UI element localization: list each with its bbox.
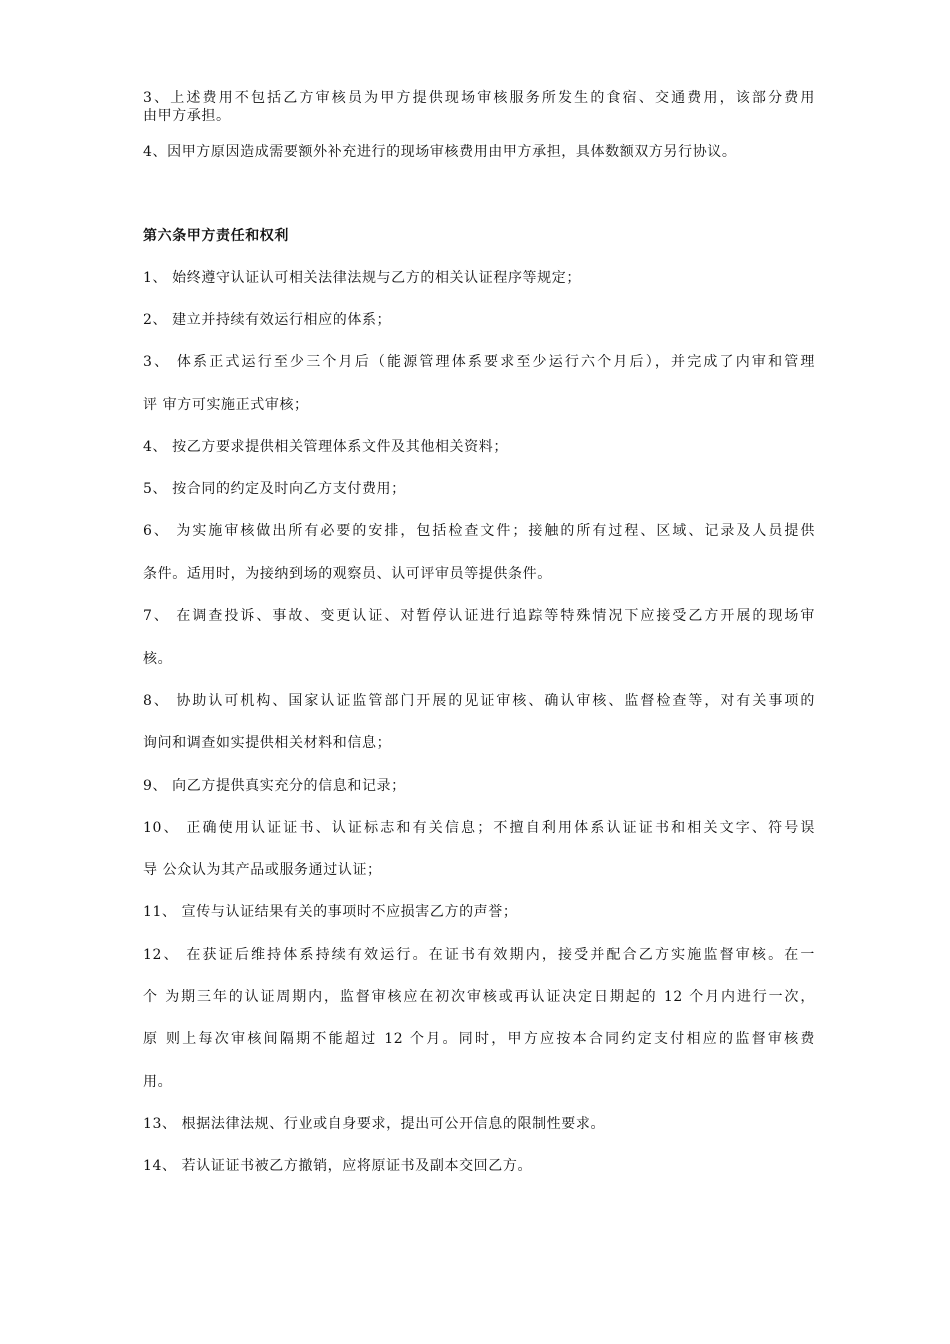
- item-1: 1、 始终遵守认证认可相关法律法规与乙方的相关认证程序等规定；: [143, 270, 581, 286]
- item-2: 2、 建立并持续有效运行相应的体系；: [143, 312, 392, 328]
- item-7-line-2: 核。: [143, 651, 173, 667]
- item-8-line-2: 询问和调查如实提供相关材料和信息；: [143, 735, 392, 751]
- item-5: 5、 按合同的约定及时向乙方支付费用；: [143, 481, 406, 497]
- intro-paragraph-4: 4、因甲方原因造成需要额外补充进行的现场审核费用由甲方承担，具体数额双方另行协议。: [143, 144, 737, 160]
- intro-paragraph-3-line-2: 由甲方承担。: [143, 108, 231, 124]
- item-12-line-2: 个 为期三年的认证周期内，监督审核应在初次审核或再认证决定日期起的 12 个月内进行一次，: [143, 989, 815, 1005]
- item-12-line-1: 12、 在获证后维持体系持续有效运行。在证书有效期内，接受并配合乙方实施监督审核。在一: [143, 947, 815, 963]
- item-6-line-2: 条件。适用时，为接纳到场的观察员、认可评审员等提供条件。: [143, 566, 552, 582]
- item-12-line-3: 原 则上每次审核间隔期不能超过 12 个月。同时，甲方应按本合同约定支付相应的监督审核费: [143, 1031, 815, 1047]
- item-3-line-1: 3、 体系正式运行至少三个月后（能源管理体系要求至少运行六个月后），并完成了内审和管理: [143, 354, 815, 370]
- item-10-line-2: 导 公众认为其产品或服务通过认证；: [143, 862, 382, 878]
- section-heading: 第六条甲方责任和权利: [143, 228, 289, 244]
- item-12-line-4: 用。: [143, 1074, 173, 1090]
- item-6-line-1: 6、 为实施审核做出所有必要的安排，包括检查文件；接触的所有过程、区域、记录及人员提供: [143, 523, 815, 539]
- item-4: 4、 按乙方要求提供相关管理体系文件及其他相关资料；: [143, 439, 508, 455]
- item-14: 14、 若认证证书被乙方撤销，应将原证书及副本交回乙方。: [143, 1158, 533, 1174]
- item-9: 9、 向乙方提供真实充分的信息和记录；: [143, 778, 406, 794]
- item-13: 13、 根据法律法规、行业或自身要求，提出可公开信息的限制性要求。: [143, 1116, 606, 1132]
- item-3-line-2: 评 审方可实施正式审核；: [143, 397, 309, 413]
- item-8-line-1: 8、 协助认可机构、国家认证监管部门开展的见证审核、确认审核、监督检查等，对有关事项的: [143, 693, 815, 709]
- intro-paragraph-3-line-1: 3、上述费用不包括乙方审核员为甲方提供现场审核服务所发生的食宿、交通费用，该部分费用: [143, 90, 815, 106]
- item-10-line-1: 10、 正确使用认证证书、认证标志和有关信息；不擅自利用体系认证证书和相关文字、符号误: [143, 820, 815, 836]
- item-7-line-1: 7、 在调查投诉、事故、变更认证、对暂停认证进行追踪等特殊情况下应接受乙方开展的现场审: [143, 608, 815, 624]
- item-11: 11、 宣传与认证结果有关的事项时不应损害乙方的声誉；: [143, 904, 518, 920]
